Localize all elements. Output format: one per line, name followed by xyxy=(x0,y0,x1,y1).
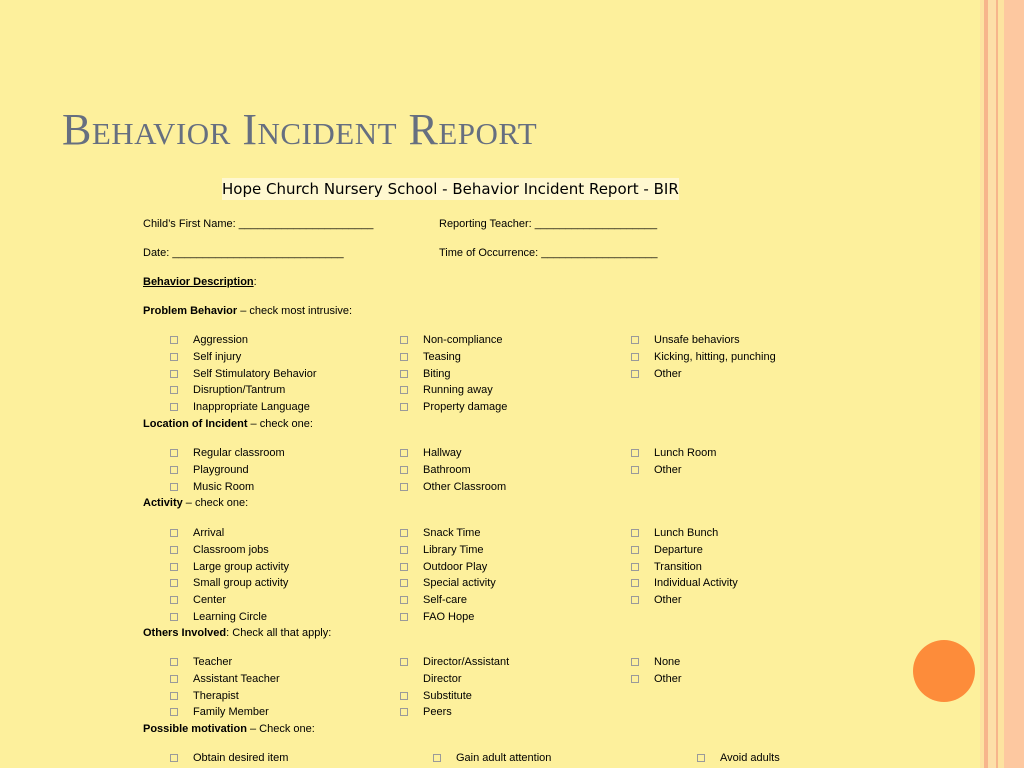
activity-label: Activity xyxy=(143,497,183,509)
checkbox-label: Large group activity xyxy=(193,560,289,573)
date-field[interactable]: Date: ____________________________ xyxy=(143,247,344,259)
checkbox-label: Arrival xyxy=(193,527,225,539)
checkbox[interactable] xyxy=(400,529,408,537)
checkbox[interactable] xyxy=(400,336,408,344)
activity-instruction: – check one: xyxy=(182,497,249,509)
checkbox-label: Director/Assistant xyxy=(423,656,510,668)
location-instruction: – check one: xyxy=(247,418,313,430)
checkbox[interactable] xyxy=(170,563,178,571)
form-header: Hope Church Nursery School - Behavior Incident Report - BIR xyxy=(222,180,679,198)
location-heading xyxy=(143,417,313,431)
checkbox-label: Director xyxy=(423,673,462,685)
checkbox[interactable] xyxy=(400,353,408,361)
behavior-description-label: Behavior Description xyxy=(143,276,254,288)
checkbox-label: Obtain desired item xyxy=(193,752,289,764)
checkbox[interactable] xyxy=(170,596,178,604)
checkbox[interactable] xyxy=(170,529,178,537)
possible-motivation-heading xyxy=(143,722,315,736)
checkbox[interactable] xyxy=(400,613,408,621)
checkbox[interactable] xyxy=(631,563,639,571)
checkbox[interactable] xyxy=(170,336,178,344)
checkbox-label: Self injury xyxy=(193,350,242,363)
checkbox-label: Gain adult attention xyxy=(456,752,552,764)
checkbox[interactable] xyxy=(170,353,178,361)
checkbox-label: Unsafe behaviors xyxy=(654,334,740,346)
checkbox[interactable] xyxy=(631,370,639,378)
checkbox-label: Library Time xyxy=(423,543,484,556)
checkbox[interactable] xyxy=(170,449,178,457)
problem-behavior-heading xyxy=(143,304,352,318)
checkbox-label: Hallway xyxy=(423,447,462,459)
others-involved-label: Others Involved xyxy=(143,627,227,639)
others-involved-instruction: : Check all that apply: xyxy=(226,627,332,639)
checkbox[interactable] xyxy=(170,613,178,621)
checkbox-label: Assistant Teacher xyxy=(193,672,280,685)
checkbox-label: Learning Circle xyxy=(193,611,267,623)
checkbox-label: Departure xyxy=(654,543,703,556)
checkbox-label: Peers xyxy=(423,706,452,719)
checkbox-label: Avoid adults xyxy=(720,752,780,764)
problem-behavior-label: Problem Behavior xyxy=(143,305,238,317)
checkbox[interactable] xyxy=(400,386,408,394)
checkbox[interactable] xyxy=(170,692,178,700)
checkbox-label: Aggression xyxy=(193,334,249,346)
checkbox-label: Lunch Room xyxy=(654,447,717,459)
checkbox-label: Regular classroom xyxy=(193,447,285,459)
checkbox-label: Teacher xyxy=(193,656,233,668)
checkbox-label: Non-compliance xyxy=(423,334,503,346)
checkbox[interactable] xyxy=(170,754,178,762)
checkbox[interactable] xyxy=(400,483,408,491)
others-involved-heading xyxy=(143,626,331,640)
checkbox-label: Classroom jobs xyxy=(193,543,269,556)
checkbox[interactable] xyxy=(170,546,178,554)
checkbox-label: Snack Time xyxy=(423,527,481,539)
checkbox-label: Other Classroom xyxy=(423,480,507,493)
checkbox-label: Lunch Bunch xyxy=(654,527,719,539)
checkbox[interactable] xyxy=(400,596,408,604)
checkbox-label: Self-care xyxy=(423,594,468,607)
checkbox[interactable] xyxy=(400,546,408,554)
behavior-description-colon: : xyxy=(253,276,257,288)
possible-motivation-label: Possible motivation xyxy=(143,723,247,735)
checkbox[interactable] xyxy=(170,370,178,378)
checkbox[interactable] xyxy=(170,483,178,491)
checkbox-label: Family Member xyxy=(193,706,269,719)
checkbox[interactable] xyxy=(631,449,639,457)
checkbox-label: Inappropriate Language xyxy=(193,401,310,414)
reporting-teacher-field[interactable]: Reporting Teacher: ____________________ xyxy=(439,218,658,230)
checkbox-label: Transition xyxy=(654,560,702,573)
checkbox[interactable] xyxy=(170,579,178,587)
time-of-occurrence-field[interactable]: Time of Occurrence: ___________________ xyxy=(439,247,658,259)
checkbox[interactable] xyxy=(170,386,178,394)
checkbox[interactable] xyxy=(400,403,408,411)
checkbox[interactable] xyxy=(400,563,408,571)
checkbox-label: Self Stimulatory Behavior xyxy=(193,367,317,380)
checkbox-label: Substitute xyxy=(423,689,472,702)
checkbox-label: Individual Activity xyxy=(654,577,738,590)
checkbox-label: Music Room xyxy=(193,480,255,493)
checkbox[interactable] xyxy=(170,675,178,683)
checkbox-label: Teasing xyxy=(423,350,461,363)
slide-title: Behavior Incident Report xyxy=(62,105,538,154)
location-label: Location of Incident xyxy=(143,418,248,430)
checkbox-label: Property damage xyxy=(423,401,508,414)
activity-heading xyxy=(143,496,248,510)
checkbox-label: Kicking, hitting, punching xyxy=(654,350,776,363)
checkbox-label: Other xyxy=(654,463,682,476)
checkbox-label: Outdoor Play xyxy=(423,560,488,573)
checkbox-label: Other xyxy=(654,367,682,380)
checkbox[interactable] xyxy=(400,658,408,666)
checkbox[interactable] xyxy=(400,708,408,716)
checkbox-label: Special activity xyxy=(423,577,496,590)
checkbox-label: Small group activity xyxy=(193,577,289,590)
checkbox[interactable] xyxy=(433,754,441,762)
checkbox[interactable] xyxy=(631,658,639,666)
checkbox[interactable] xyxy=(631,579,639,587)
decorative-circle xyxy=(913,640,975,702)
checkbox[interactable] xyxy=(631,596,639,604)
checkbox-label: Center xyxy=(193,594,227,607)
checkbox[interactable] xyxy=(631,675,639,683)
behavior-description-heading xyxy=(143,275,257,289)
checkbox[interactable] xyxy=(170,403,178,411)
checkbox-label: Playground xyxy=(193,463,249,476)
checkbox-label: Other xyxy=(654,672,682,685)
checkbox-label: Disruption/Tantrum xyxy=(193,384,286,397)
checkbox[interactable] xyxy=(170,708,178,716)
checkbox[interactable] xyxy=(631,529,639,537)
checkbox[interactable] xyxy=(631,466,639,474)
checkbox[interactable] xyxy=(631,353,639,361)
checkbox-label: FAO Hope xyxy=(423,611,475,623)
checkbox-label: Bathroom xyxy=(423,463,471,476)
checkbox[interactable] xyxy=(170,466,178,474)
checkbox[interactable] xyxy=(697,754,705,762)
checkbox-label: Biting xyxy=(423,367,451,380)
checkbox-label: None xyxy=(654,656,681,668)
checkbox[interactable] xyxy=(631,546,639,554)
checkbox-label: Other xyxy=(654,594,682,607)
checkbox[interactable] xyxy=(400,449,408,457)
checkbox[interactable] xyxy=(170,658,178,666)
checkbox[interactable] xyxy=(400,370,408,378)
problem-behavior-instruction: – check most intrusive: xyxy=(237,305,353,317)
checkbox-label: Therapist xyxy=(193,689,239,702)
child-first-name-field[interactable]: Child’s First Name: ______________________ xyxy=(143,218,374,230)
possible-motivation-instruction: – Check one: xyxy=(246,723,315,735)
checkbox[interactable] xyxy=(400,466,408,474)
checkbox[interactable] xyxy=(400,579,408,587)
checkbox-label: Running away xyxy=(423,384,493,397)
checkbox[interactable] xyxy=(631,336,639,344)
checkbox[interactable] xyxy=(400,692,408,700)
